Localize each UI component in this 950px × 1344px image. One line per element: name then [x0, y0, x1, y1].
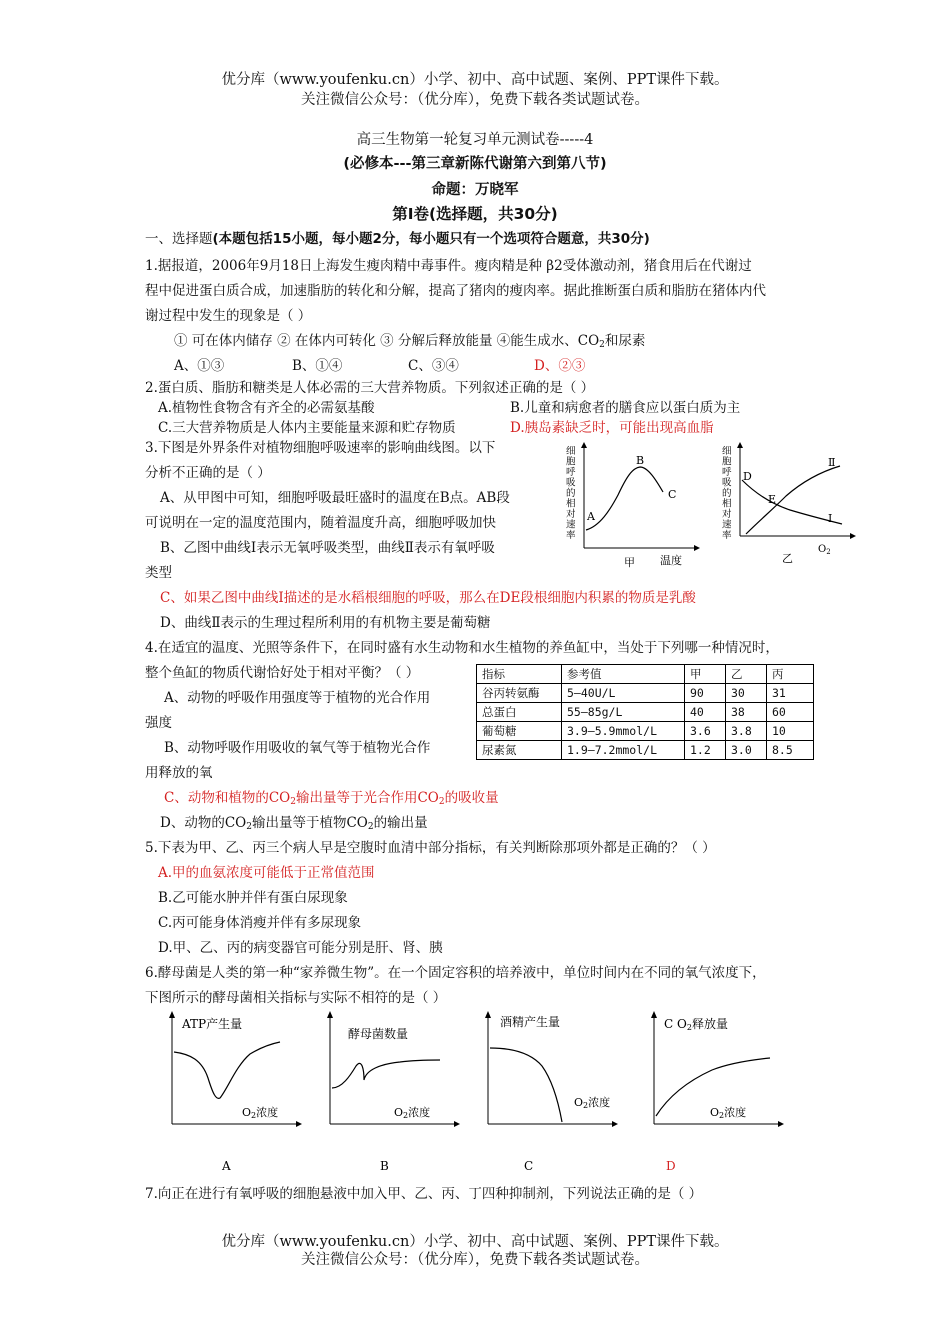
table-cell: 3.9—5.9mmol/L [562, 722, 685, 741]
right-point-d: D [743, 470, 752, 483]
table-header-row [477, 665, 814, 684]
table-row [477, 722, 814, 741]
table-cell: 31 [767, 684, 814, 703]
q4-d-sub-2: 2 [367, 822, 374, 832]
table-header: 乙 [726, 665, 767, 684]
left-ylabel-char: 率 [566, 530, 576, 541]
q3-option-a-2: 可说明在一定的温度范围内，随着温度升高，细胞呼吸加快 [145, 515, 496, 531]
instructions [145, 227, 650, 247]
table-cell: 40 [685, 703, 726, 722]
right-curve-ii: Ⅱ [828, 456, 836, 469]
left-ylabel-char: 对 [566, 509, 576, 520]
graph-d-xlabel: O2浓度 [710, 1106, 747, 1120]
q5-stem: 5.下表为甲、乙、丙三个病人早是空腹时血清中部分指标，有关判断除那项外都是正确的？（ ） [145, 840, 716, 856]
right-caption: 乙 [782, 552, 793, 565]
q3-option-b-1: B、乙图中曲线Ⅰ表示无氧呼吸类型，曲线Ⅱ表示有氧呼吸 [160, 540, 495, 556]
table-cell: 3.8 [726, 722, 767, 741]
table-header: 丙 [767, 665, 814, 684]
left-ylabel-char: 细 [566, 446, 576, 457]
graph-c-curve [490, 1048, 562, 1122]
q5-option-a: A.甲的血氨浓度可能低于正常值范围 [158, 865, 375, 881]
right-curve-i: Ⅰ [828, 512, 833, 525]
table-cell: 1.2 [685, 741, 726, 760]
right-ylabel-char: 相 [722, 498, 732, 510]
q1-items-end: 和尿素 [604, 333, 646, 349]
q6-line-1: 6.酵母菌是人类的第一种“家养微生物”。在一个固定容积的培养液中，单位时间内在不同的氧气浓度下， [145, 965, 766, 981]
page-title: 高三生物第一轮复习单元测试卷-----4 [356, 132, 594, 148]
q5-option-b: B.乙可能水肿并伴有蛋白尿现象 [158, 890, 348, 906]
table-cell: 38 [726, 703, 767, 722]
q1-items [174, 329, 645, 350]
q3-option-b-2: 类型 [145, 565, 172, 581]
q2-stem: 2.蛋白质、脂肪和糖类是人体必需的三大营养物质。下列叙述正确的是（ ） [145, 380, 595, 396]
q4-c-mid: 输出量等于光合作用CO [295, 790, 439, 806]
table-cell: 10 [767, 722, 814, 741]
left-caption: 甲 [624, 556, 635, 569]
graph-d-ylabel: C O2释放量 [664, 1017, 728, 1032]
table-cell: 90 [685, 684, 726, 703]
q7-stem: 7.向正在进行有氧呼吸的细胞悬液中加入甲、乙、丙、丁四种抑制剂，下列说法正确的是（ ） [145, 1186, 703, 1202]
graph-c-letter: C [524, 1159, 534, 1173]
table-cell: 1.9—7.2mmol/L [562, 741, 685, 760]
q4-d-pre: D、动物的CO [160, 815, 247, 831]
author-line: 命题：万晓军 [431, 182, 519, 198]
q1-line-1: 1.据报道，2006年9月18日上海发生瘦肉精中毒事件。瘦肉精是种 β2受体激动剂，猪食用后在代谢过 [145, 258, 752, 274]
table-cell: 30 [726, 684, 767, 703]
q4-c-end: 的吸收量 [444, 790, 499, 806]
table-cell: 葡萄糖 [477, 722, 562, 741]
q6-graph-a [169, 1011, 302, 1173]
graph-b-ylabel: 酵母菌数量 [348, 1027, 409, 1041]
q4-line-2: 整个鱼缸的物质代谢恰好处于相对平衡？（ ） [145, 665, 420, 681]
right-ylabel [722, 446, 732, 541]
graph-b-x-arrow [454, 1121, 460, 1127]
graph-a-xlabel: O2浓度 [242, 1106, 279, 1120]
table-cell: 谷丙转氨酶 [477, 684, 562, 703]
q4-line-1: 4.在适宜的温度、光照等条件下，在同时盛有水生动物和水生植物的养鱼缸中，当处于下列哪一种情况时， [145, 640, 779, 656]
right-y-arrow [737, 442, 743, 448]
q4-c-sub-1: 2 [290, 797, 296, 807]
table-row [477, 703, 814, 722]
graph-c-x-arrow [612, 1121, 618, 1127]
graph-a-ylabel: ATP产生量 [182, 1017, 243, 1031]
graph-b-letter: B [380, 1159, 389, 1173]
q4-option-b-2: 用释放的氧 [145, 765, 213, 781]
left-ylabel-char: 的 [566, 488, 576, 499]
right-x-arrow [850, 533, 856, 539]
right-ylabel-char: 对 [722, 509, 732, 520]
q4-d-mid: 输出量等于植物CO [251, 815, 368, 831]
table-row [477, 684, 814, 703]
left-ylabel-char: 速 [566, 519, 576, 531]
q1-items-text: ① 可在体内储存 ② 在体内可转化 ③ 分解后释放能量 ④能生成水、CO [174, 333, 600, 349]
q1-option-c: C、③④ [408, 358, 459, 374]
blood-index-table [476, 664, 814, 760]
left-x-arrow [694, 545, 700, 551]
right-ylabel-char: 细 [722, 446, 732, 457]
q6-line-2: 下图所示的酵母菌相关指标与实际不相符的是（ ） [145, 990, 447, 1006]
q4-c-pre: C、动物和植物的CO [164, 790, 291, 806]
q6-graph-d [651, 1011, 784, 1173]
left-ylabel-char: 相 [566, 498, 576, 510]
q5-option-d: D.甲、乙、丙的病变器官可能分别是肝、肾、胰 [158, 940, 443, 956]
right-ylabel-char: 速 [722, 519, 732, 531]
graph-b-curve [332, 1060, 440, 1088]
table-cell: 5—40U/L [562, 684, 685, 703]
table-cell: 8.5 [767, 741, 814, 760]
left-y-arrow [581, 442, 587, 448]
q1-option-a: A、①③ [174, 358, 225, 374]
left-point-c: C [668, 488, 677, 501]
right-curve-1 [742, 480, 842, 524]
q4-d-sub-1: 2 [246, 822, 252, 832]
left-point-b: B [636, 454, 645, 467]
table-cell: 60 [767, 703, 814, 722]
left-ylabel-char: 呼 [566, 467, 576, 478]
graph-c-y-arrow [485, 1011, 491, 1018]
left-x-label: 温度 [660, 554, 682, 567]
q2-option-b: B.儿童和病愈者的膳食应以蛋白质为主 [510, 400, 741, 416]
left-ylabel [566, 446, 576, 541]
left-curve [586, 467, 663, 530]
header-line-2: 关注微信公众号：（优分库），免费下载各类试题试卷。 [301, 92, 649, 108]
left-ylabel-char: 吸 [566, 477, 576, 489]
q4-c-sub-2: 2 [438, 797, 445, 807]
header-line-1: 优分库（www.youfenku.cn）小学、初中、高中试题、案例、PPT课件下载。 [221, 72, 729, 88]
right-point-e: E [768, 493, 777, 506]
table-cell: 总蛋白 [477, 703, 562, 722]
table-cell: 55—85g/L [562, 703, 685, 722]
table-cell: 3.0 [726, 741, 767, 760]
right-x-label: $O_2$ [818, 544, 831, 556]
q6-graph-b [327, 1011, 460, 1173]
graph-a-y-arrow [169, 1011, 175, 1018]
section-title: 第Ⅰ卷(选择题，共30分) [392, 205, 558, 223]
q3-line-1: 3.下图是外界条件对植物细胞呼吸速率的影响曲线图。以下 [145, 440, 496, 456]
q3-figure [560, 440, 860, 570]
graph-d-letter: D [666, 1159, 676, 1173]
graph-d-y-arrow [651, 1011, 657, 1018]
q3-line-2: 分析不正确的是（ ） [145, 465, 271, 481]
q6-figure [150, 1008, 800, 1178]
fig3-left-graph [566, 442, 700, 569]
graph-a-curve [174, 1042, 280, 1098]
page-subtitle: (必修本---第三章新陈代谢第六到第八节) [343, 156, 607, 172]
q4-option-c [164, 786, 499, 807]
footer-line-2: 关注微信公众号：（优分库），免费下载各类试题试卷。 [301, 1252, 649, 1268]
q4-option-a-1: A、动物的呼吸作用强度等于植物的光合作用 [164, 690, 431, 706]
graph-c-ylabel: 酒精产生量 [500, 1015, 561, 1029]
table-header: 参考值 [562, 665, 685, 684]
q3-option-a-1: A、从甲图中可知，细胞呼吸最旺盛时的温度在B点。AB段 [160, 490, 510, 506]
q1-line-3: 谢过程中发生的现象是（ ） [145, 308, 312, 324]
right-ylabel-char: 吸 [722, 477, 732, 489]
graph-a-x-arrow [296, 1121, 302, 1127]
graph-b-y-arrow [327, 1011, 333, 1018]
table-cell: 尿素氮 [477, 741, 562, 760]
q3-option-c: C、如果乙图中曲线Ⅰ描述的是水稻根细胞的呼吸，那么在DE段根细胞内积累的物质是乳酸 [160, 590, 696, 606]
table-header: 指标 [477, 665, 562, 684]
table-row [477, 741, 814, 760]
right-ylabel-char: 呼 [722, 467, 732, 478]
table-cell: 3.6 [685, 722, 726, 741]
graph-a-letter: A [222, 1159, 231, 1173]
right-ylabel-char: 率 [722, 530, 732, 541]
q2-option-a: A.植物性食物含有齐全的必需氨基酸 [158, 400, 375, 416]
fig3-right-graph [722, 442, 856, 565]
right-ylabel-char: 的 [722, 488, 732, 499]
instructions-detail: (本题包括15小题，每小题2分，每小题只有一个选项符合题意，共30分) [212, 231, 650, 247]
table-header: 甲 [685, 665, 726, 684]
graph-c-xlabel: O2浓度 [574, 1096, 611, 1110]
left-point-a: A [587, 510, 595, 523]
q4-option-a-2: 强度 [145, 715, 172, 731]
left-ylabel-char: 胞 [566, 456, 576, 468]
right-curve-2 [746, 466, 840, 534]
q1-line-2: 程中促进蛋白质合成，加速脂肪的转化和分解，提高了猪肉的瘦肉率。据此推断蛋白质和脂肪在猪体内代 [145, 283, 766, 299]
right-ylabel-char: 胞 [722, 456, 732, 468]
graph-b-xlabel: O2浓度 [394, 1106, 431, 1120]
q6-graph-c [485, 1011, 618, 1173]
footer-line-1: 优分库（www.youfenku.cn）小学、初中、高中试题、案例、PPT课件下载。 [221, 1234, 729, 1250]
q1-option-d: D、②③ [534, 358, 586, 374]
q1-items-sub: 2 [599, 340, 605, 350]
graph-d-x-arrow [778, 1121, 784, 1127]
q4-option-b-1: B、动物呼吸作用吸收的氧气等于植物光合作 [164, 740, 431, 756]
instructions-prefix: 一、选择题 [145, 231, 213, 247]
q3-option-d: D、曲线Ⅱ表示的生理过程所利用的有机物主要是葡萄糖 [160, 615, 491, 631]
q5-option-c: C.丙可能身体消瘦并伴有多尿现象 [158, 915, 362, 931]
q4-d-end: 的输出量 [373, 815, 428, 831]
q4-option-d [160, 811, 428, 832]
q2-option-c: C.三大营养物质是人体内主要能量来源和贮存物质 [158, 420, 456, 436]
q1-option-b: B、①④ [292, 358, 343, 374]
q2-option-d: D.胰岛素缺乏时，可能出现高血脂 [510, 420, 714, 436]
